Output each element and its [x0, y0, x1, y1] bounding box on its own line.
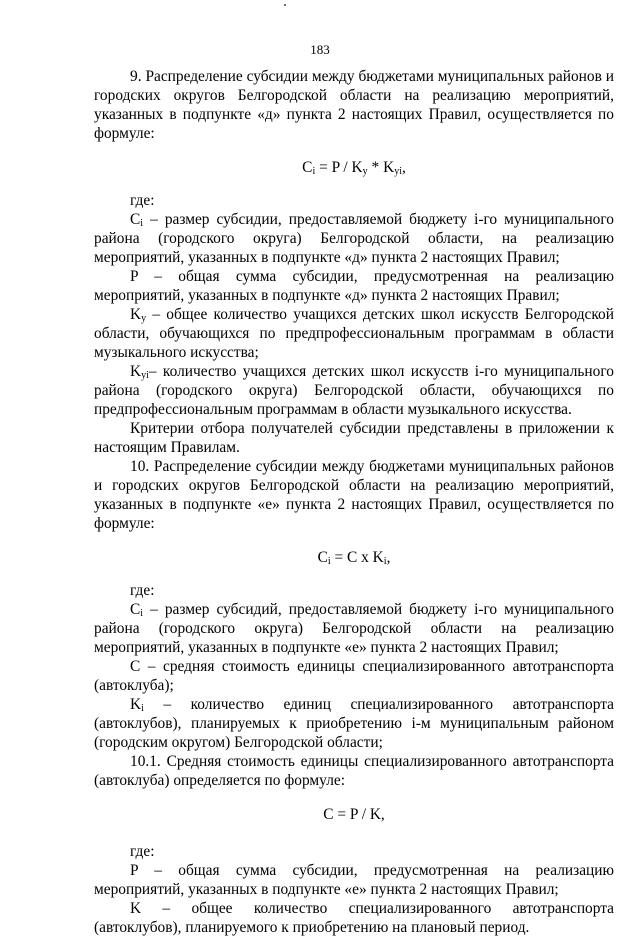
definition-p-3: P – общая сумма субсидии, предусмотренная на реализацию мероприятий, указанных в подпункте «е» пункта 2 настоящих Правил; [94, 862, 614, 898]
page-number: 183 [310, 42, 330, 57]
definition-ci-1: $C_i$ – размер субсидии, предоставляемой бюджету i-го муниципального района (городского округа) Белгородской области, на реализацию мероприятий, указанных в подпункте «д» пункта 2 настоящих Правил; [94, 211, 614, 266]
definition-ci-2: $C_i$ – размер субсидий, предоставляемой бюджету i-го муниципального района (городского округа) Белгородской области на реализацию мероприятий, указанных в подпункте «е» пункта 2 настоящих Правил; [94, 601, 614, 656]
paragraph-9: 9. Распределение субсидии между бюджетами муниципальных районов и городских округов Белгородской области на реализацию мероприятий, указанных в подпункте «д» пункта 2 настоящих Правил, осуществляется по формуле: [94, 68, 614, 142]
where-label-3: где: [130, 843, 155, 860]
definition-ky: $K_y$ – общее количество учащихся детских школ искусств Белгородской области, обучающихся по предпрофессиональным программам в области музыкального искусства; [94, 306, 614, 361]
criteria-paragraph: Критерии отбора получателей субсидии представлены в приложении к настоящим Правилам. [94, 420, 614, 456]
paragraph-10-1: 10.1. Средняя стоимость единицы специализированного автотранспорта (автоклуба) определяется по формуле: [94, 753, 614, 789]
definition-kyi: $K_{yi}-$ количество учащихся детских школ искусств i-го муниципального района (городского округа) Белгородской области, обучающихся по предпрофессиональным программам в области музыкального искусства. [94, 363, 614, 418]
paragraph-10: 10. Распределение субсидии между бюджетами муниципальных районов и городских округов Белгородской области на реализацию мероприятий, указанных в подпункте «е» пункта 2 настоящих Правил, осуществляется по формуле: [94, 458, 614, 532]
formula-1: $C_i = P / K_y * K_{yi}$, [302, 159, 406, 177]
document-body [94, 67, 614, 937]
formula-3: C = P / K, [323, 806, 385, 823]
formula-2: $C_i = C$ x $K_i$, [317, 549, 391, 567]
definition-k: K – общее количество специализированного автотранспорта (автоклубов), планируемого к приобретению на плановый период. [94, 900, 614, 936]
where-label-1: где: [130, 192, 155, 209]
definition-p-1: P – общая сумма субсидии, предусмотренная на реализацию мероприятий, указанных в подпункте «д» пункта 2 настоящих Правил; [94, 268, 614, 304]
definition-ki: $K_i$ – количество единиц специализированного автотранспорта (автоклубов), планируемых к приобретению i-м муниципальным районом (городским округом) Белгородской области; [94, 696, 614, 751]
scan-speck [284, 4, 286, 6]
definition-c: C – средняя стоимость единицы специализированного автотранспорта (автоклуба); [94, 658, 614, 694]
where-label-2: где: [130, 582, 155, 599]
